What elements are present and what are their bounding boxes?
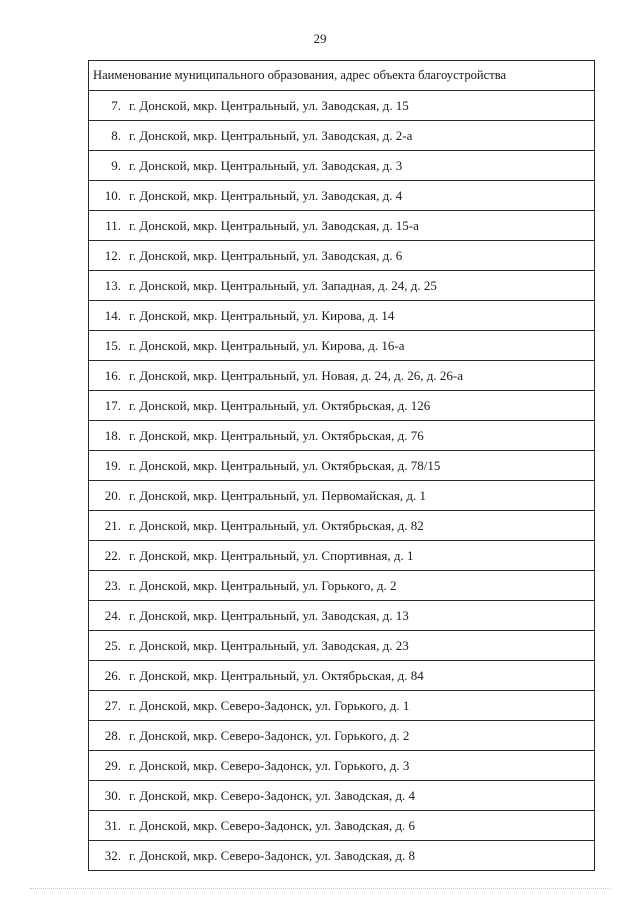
row-address: г. Донской, мкр. Центральный, ул. Октябрьская, д. 84: [129, 667, 424, 683]
table-header: Наименование муниципального образования, адрес объекта благоустройства: [89, 61, 595, 91]
row-address: г. Донской, мкр. Центральный, ул. Кирова, д. 16-а: [129, 337, 405, 353]
table-row: [89, 451, 595, 481]
table-cell-address: [89, 91, 595, 121]
row-number: 13 .: [95, 278, 121, 294]
table-row: [89, 781, 595, 811]
table-header-row: [89, 61, 595, 91]
table-row: [89, 601, 595, 631]
table-cell-address: [89, 301, 595, 331]
row-number: 18 .: [95, 428, 121, 444]
row-number: 10 .: [95, 188, 121, 204]
row-address: г. Донской, мкр. Центральный, ул. Кирова, д. 14: [129, 307, 395, 323]
table-cell-address: [89, 751, 595, 781]
row-number: 28 .: [95, 728, 121, 744]
table-cell-address: [89, 811, 595, 841]
row-number: 12 .: [95, 248, 121, 264]
table-cell-address: [89, 361, 595, 391]
table-row: [89, 841, 595, 871]
table-row: [89, 751, 595, 781]
table-row: [89, 421, 595, 451]
row-number: 8 .: [95, 128, 121, 144]
table-row: [89, 241, 595, 271]
table-cell-address: [89, 421, 595, 451]
table-body: [89, 91, 595, 871]
table-row: [89, 301, 595, 331]
page-footer-rule: [30, 888, 610, 889]
row-number: 19 .: [95, 458, 121, 474]
table-row: [89, 361, 595, 391]
page-number: 29: [313, 31, 327, 46]
row-address: г. Донской, мкр. Центральный, ул. Заводская, д. 4: [129, 187, 403, 203]
table-row: [89, 211, 595, 241]
row-address: г. Донской, мкр. Северо-Задонск, ул. Горького, д. 3: [129, 757, 410, 773]
row-number: 9 .: [95, 158, 121, 174]
row-number: 27 .: [95, 698, 121, 714]
table-cell-address: [89, 481, 595, 511]
table-cell-address: [89, 451, 595, 481]
table-row: [89, 541, 595, 571]
row-address: г. Донской, мкр. Центральный, ул. Западная, д. 24, д. 25: [129, 277, 437, 293]
table-cell-address: [89, 721, 595, 751]
row-address: г. Донской, мкр. Северо-Задонск, ул. Заводская, д. 8: [129, 847, 416, 863]
table-cell-address: [89, 391, 595, 421]
table-cell-address: [89, 181, 595, 211]
table-row: [89, 721, 595, 751]
table-cell-address: [89, 151, 595, 181]
table-cell-address: [89, 541, 595, 571]
row-number: 16 .: [95, 368, 121, 384]
table-cell-address: [89, 691, 595, 721]
row-number: 31 .: [95, 818, 121, 834]
table-cell-address: [89, 271, 595, 301]
row-number: 25 .: [95, 638, 121, 654]
row-number: 20 .: [95, 488, 121, 504]
table-cell-address: [89, 601, 595, 631]
table-cell-address: [89, 631, 595, 661]
table-cell-address: [89, 211, 595, 241]
table-cell-address: [89, 661, 595, 691]
table-row: [89, 511, 595, 541]
row-address: г. Донской, мкр. Центральный, ул. Октябрьская, д. 82: [129, 517, 424, 533]
table-row: [89, 151, 595, 181]
row-address: г. Донской, мкр. Центральный, ул. Октябрьская, д. 78/15: [129, 457, 441, 473]
row-number: 17 .: [95, 398, 121, 414]
address-table: [88, 60, 595, 871]
table-row: [89, 691, 595, 721]
row-number: 22 .: [95, 548, 121, 564]
row-address: г. Донской, мкр. Северо-Задонск, ул. Горького, д. 2: [129, 727, 410, 743]
row-number: 26 .: [95, 668, 121, 684]
row-number: 30 .: [95, 788, 121, 804]
table-row: [89, 391, 595, 421]
table-row: [89, 271, 595, 301]
row-address: г. Донской, мкр. Центральный, ул. Октябрьская, д. 76: [129, 427, 424, 443]
row-number: 15 .: [95, 338, 121, 354]
table-row: [89, 631, 595, 661]
row-address: г. Донской, мкр. Северо-Задонск, ул. Заводская, д. 6: [129, 817, 416, 833]
row-address: г. Донской, мкр. Центральный, ул. Октябрьская, д. 126: [129, 397, 431, 413]
row-address: г. Донской, мкр. Центральный, ул. Новая, д. 24, д. 26, д. 26-а: [129, 367, 463, 383]
row-address: г. Донской, мкр. Центральный, ул. Заводская, д. 13: [129, 607, 409, 623]
row-address: г. Донской, мкр. Центральный, ул. Заводская, д. 15: [129, 97, 409, 113]
row-address: г. Донской, мкр. Центральный, ул. Заводская, д. 23: [129, 637, 409, 653]
row-number: 14 .: [95, 308, 121, 324]
table-cell-address: [89, 511, 595, 541]
row-address: г. Донской, мкр. Центральный, ул. Заводская, д. 15-а: [129, 217, 419, 233]
row-address: г. Донской, мкр. Центральный, ул. Спортивная, д. 1: [129, 547, 414, 563]
table-cell-address: [89, 571, 595, 601]
table-row: [89, 91, 595, 121]
table-cell-address: [89, 841, 595, 871]
table-row: [89, 121, 595, 151]
row-address: г. Донской, мкр. Центральный, ул. Заводская, д. 2-а: [129, 127, 413, 143]
row-address: г. Донской, мкр. Центральный, ул. Заводская, д. 6: [129, 247, 403, 263]
table-row: [89, 481, 595, 511]
table-row: [89, 811, 595, 841]
table-row: [89, 331, 595, 361]
row-address: г. Донской, мкр. Центральный, ул. Первомайская, д. 1: [129, 487, 427, 503]
row-number: 11 .: [95, 218, 121, 234]
table-row: [89, 571, 595, 601]
row-number: 7 .: [95, 98, 121, 114]
table-row: [89, 181, 595, 211]
row-number: 24 .: [95, 608, 121, 624]
row-number: 21 .: [95, 518, 121, 534]
table-cell-address: [89, 121, 595, 151]
row-address: г. Донской, мкр. Центральный, ул. Заводская, д. 3: [129, 157, 403, 173]
row-address: г. Донской, мкр. Центральный, ул. Горького, д. 2: [129, 577, 397, 593]
row-address: г. Донской, мкр. Северо-Задонск, ул. Заводская, д. 4: [129, 787, 416, 803]
row-number: 23 .: [95, 578, 121, 594]
row-number: 32 .: [95, 848, 121, 864]
row-number: 29 .: [95, 758, 121, 774]
table-cell-address: [89, 331, 595, 361]
table-cell-address: [89, 241, 595, 271]
row-address: г. Донской, мкр. Северо-Задонск, ул. Горького, д. 1: [129, 697, 410, 713]
table-row: [89, 661, 595, 691]
table-cell-address: [89, 781, 595, 811]
